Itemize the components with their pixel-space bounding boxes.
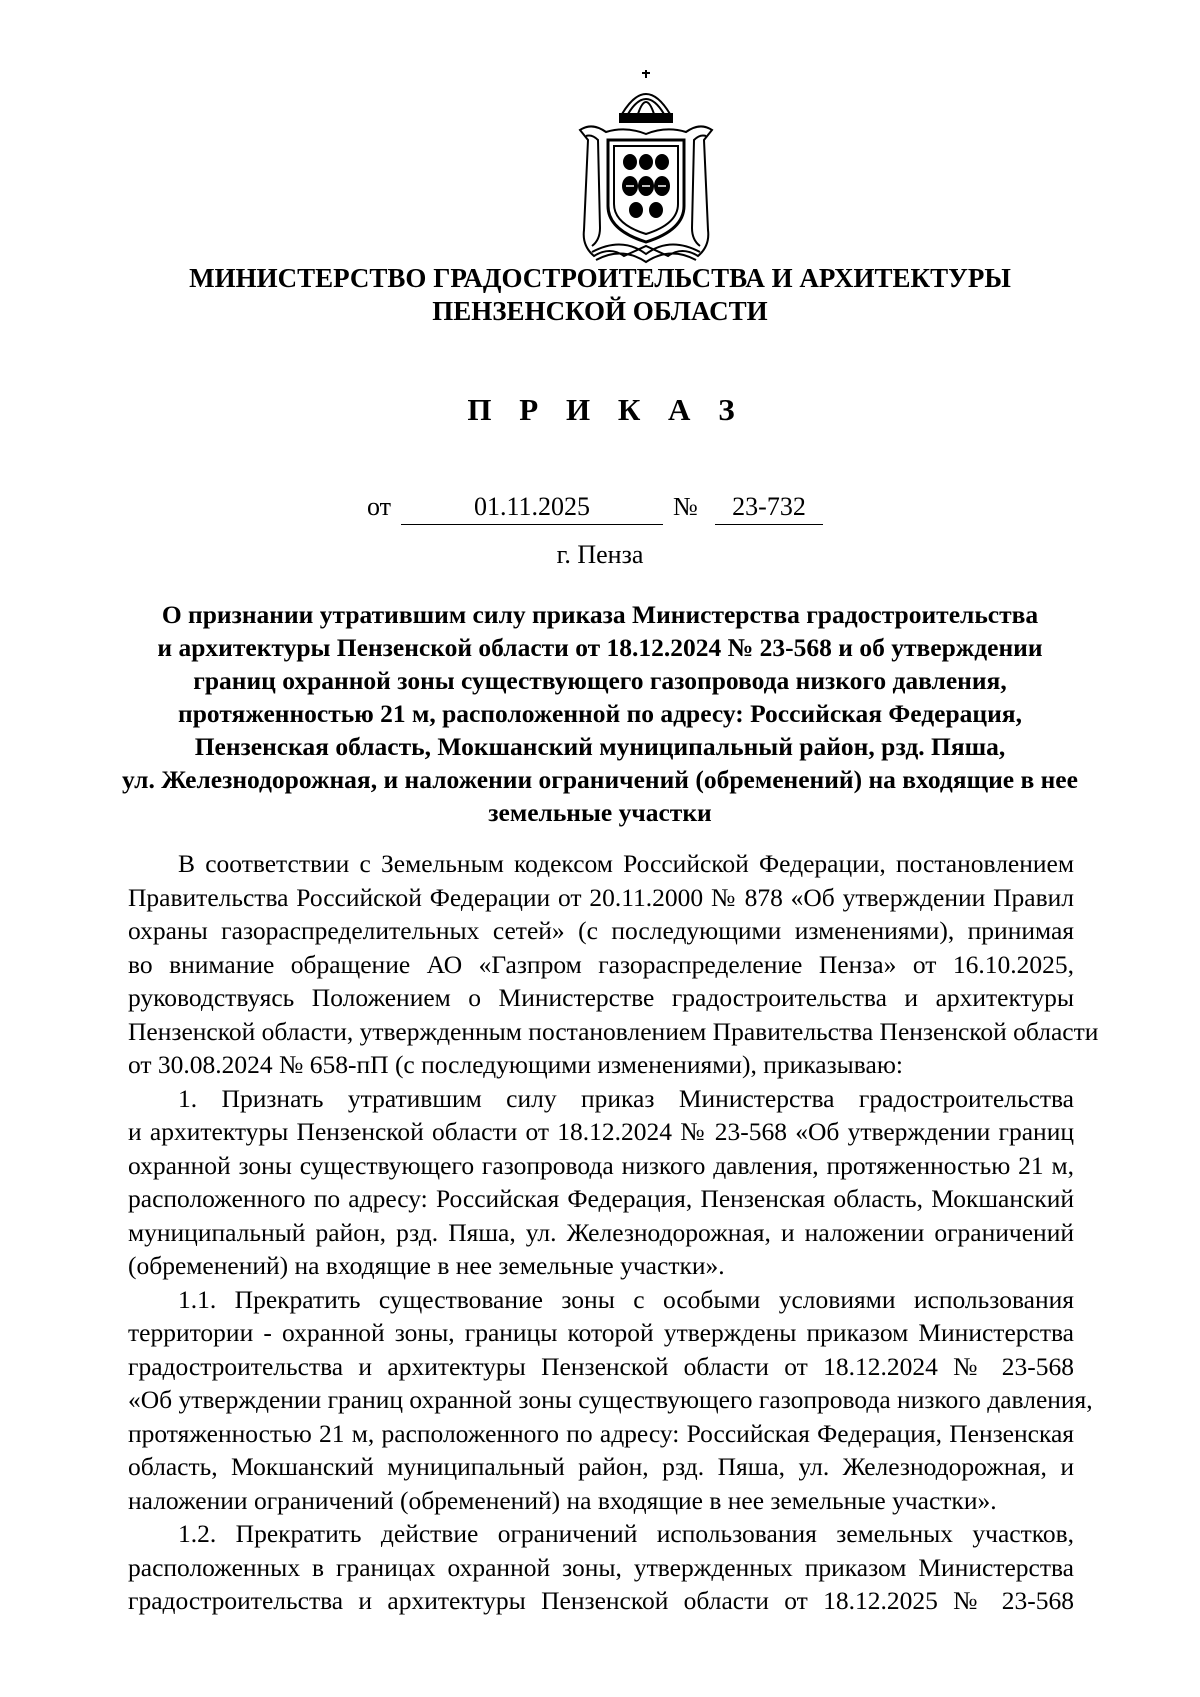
subject-line: границ охранной зоны существующего газопровода низкого давления, bbox=[193, 666, 1007, 695]
body-line: (обременений) на входящие в нее земельные участки». bbox=[128, 1251, 725, 1280]
body-line: охранной зоны существующего газопровода низкого давления, протяженностью 21 м, bbox=[128, 1150, 1074, 1180]
body-line: от 30.08.2024 № 658-пП (с последующими изменениями), приказываю: bbox=[128, 1050, 903, 1079]
body-line: 1. Признать утратившим силу приказ Министерства градостроительства bbox=[178, 1083, 1074, 1113]
body-line: руководствуясь Положением о Министерстве градостроительства и архитектуры bbox=[128, 983, 1074, 1012]
subject-line: земельные участки bbox=[488, 798, 712, 827]
city: г. Пенза bbox=[556, 540, 644, 569]
date-prefix: от bbox=[367, 492, 392, 521]
ministry-line-2: ПЕНЗЕНСКОЙ ОБЛАСТИ bbox=[432, 296, 768, 326]
body-line: протяженностью 21 м, расположенного по адресу: Российская Федерация, Пензенская bbox=[128, 1418, 1074, 1448]
body-line: территории - охранной зоны, границы которой утверждены приказом Министерства bbox=[128, 1318, 1074, 1347]
subject-line: ул. Железнодорожная, и наложении ограничений (обременений) на входящие в нее bbox=[122, 765, 1078, 794]
subject-line: и архитектуры Пензенской области от 18.12.2024 № 23-568 и об утверждении bbox=[157, 633, 1043, 662]
body-line: и архитектуры Пензенской области от 18.12.2024 № 23-568 «Об утверждении границ bbox=[128, 1117, 1074, 1146]
order-date-number bbox=[367, 492, 867, 526]
body-line: наложении ограничений (обременений) на входящие в нее земельные участки». bbox=[128, 1485, 997, 1515]
body-line: расположенного по адресу: Российская Федерация, Пензенская область, Мокшанский bbox=[128, 1184, 1074, 1213]
body-line: во внимание обращение АО «Газпром газораспределение Пенза» от 16.10.2025, bbox=[128, 949, 1074, 979]
coat-of-arms-icon bbox=[572, 70, 720, 266]
body-line: градостроительства и архитектуры Пензенской области от 18.12.2024 № 23-568 bbox=[128, 1351, 1074, 1381]
order-subject bbox=[100, 598, 1100, 829]
ministry-line-1: МИНИСТЕРСТВО ГРАДОСТРОИТЕЛЬСТВА И АРХИТЕКТУРЫ bbox=[189, 263, 1011, 293]
body-line: Пензенской области, утвержденным постановлением Правительства Пензенской области bbox=[128, 1016, 1099, 1046]
body-line: область, Мокшанский муниципальный район, рзд. Пяша, ул. Железнодорожная, и bbox=[128, 1452, 1074, 1481]
number-prefix: № bbox=[673, 492, 698, 521]
body-line: «Об утверждении границ охранной зоны существующего газопровода низкого давления, bbox=[128, 1385, 1093, 1414]
body-line: градостроительства и архитектуры Пензенской области от 18.12.2025 № 23-568 bbox=[128, 1586, 1074, 1615]
order-number: 23-732 bbox=[715, 492, 823, 525]
document-title: П Р И К А З bbox=[467, 392, 745, 427]
body-line: 1.1. Прекратить существование зоны с особыми условиями использования bbox=[178, 1284, 1074, 1314]
body-line: муниципальный район, рзд. Пяша, ул. Железнодорожная, и наложении ограничений bbox=[128, 1217, 1074, 1247]
order-date: 01.11.2025 bbox=[401, 492, 663, 525]
body-line: В соответствии с Земельным кодексом Российской Федерации, постановлением bbox=[178, 849, 1074, 878]
body-line: Правительства Российской Федерации от 20.11.2000 № 878 «Об утверждении Правил bbox=[128, 882, 1074, 912]
ministry-name bbox=[120, 262, 1080, 328]
body-line: 1.2. Прекратить действие ограничений использования земельных участков, bbox=[178, 1519, 1074, 1548]
subject-line: Пензенская область, Мокшанский муниципальный район, рзд. Пяша, bbox=[194, 732, 1006, 761]
body-line: охраны газораспределительных сетей» (с последующими изменениями), принимая bbox=[128, 916, 1074, 945]
document-body bbox=[128, 847, 1099, 1618]
subject-line: О признании утратившим силу приказа Министерства градостроительства bbox=[161, 600, 1039, 629]
subject-line: протяженностью 21 м, расположенной по адресу: Российская Федерация, bbox=[178, 699, 1022, 728]
body-line: расположенных в границах охранной зоны, утвержденных приказом Министерства bbox=[128, 1552, 1074, 1582]
